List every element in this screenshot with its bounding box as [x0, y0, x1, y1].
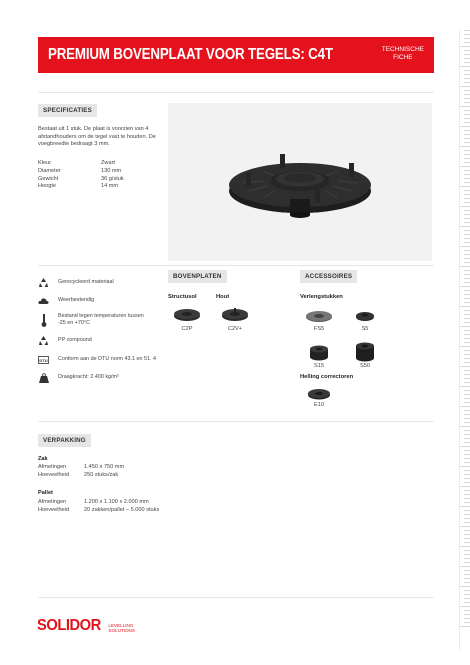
- divider: [38, 92, 434, 93]
- page-ruler: [460, 30, 470, 650]
- feature-item: [38, 313, 156, 327]
- divider: [38, 597, 434, 598]
- packaging-value: 1.450 x 750 mm: [84, 464, 125, 470]
- feature-text: Weerbestendig: [58, 297, 95, 303]
- feature-item: [38, 354, 156, 365]
- specs-row: [38, 183, 124, 191]
- product-thumb-e10: [304, 386, 334, 402]
- cloud-icon: [38, 295, 49, 306]
- product-thumb-s50: [350, 341, 380, 363]
- feature-item: [38, 277, 114, 288]
- section-heading-bovenplaten: BOVENPLATEN: [168, 270, 227, 283]
- brand-tagline-line2: SOLUTIONS: [108, 628, 135, 633]
- feature-text: PP compound: [58, 337, 92, 343]
- specs-row: [38, 160, 124, 168]
- specs-table: [38, 160, 124, 191]
- specs-row: [38, 168, 124, 176]
- section-heading-specs: SPECIFICATIES: [38, 104, 97, 117]
- accessoires-subheading: Helling correctoren: [300, 374, 354, 380]
- product-label: S5: [361, 326, 369, 332]
- packaging-zak-title: Zak: [38, 456, 48, 462]
- product-label: S50: [360, 363, 370, 369]
- product-label: E10: [314, 402, 324, 408]
- recycle-icon: [38, 277, 49, 288]
- product-label: C2P: [181, 326, 193, 332]
- doc-type-line2: FICHE: [393, 54, 413, 61]
- specs-key: Hoogte: [38, 183, 57, 190]
- product-thumb-fs5: [304, 308, 334, 324]
- divider: [38, 421, 434, 422]
- product-image: [168, 103, 432, 261]
- specs-value: Zwart: [101, 160, 115, 166]
- feature-text: Bestand tegen temperaturen tussen -25 en +70°C: [58, 313, 144, 326]
- packaging-key: Hoeveelheid: [38, 507, 70, 513]
- product-thumb-s15: [304, 343, 334, 363]
- specs-description: Bestaat uit 1 stuk. De plaat is voorzien van 4 afstandhouders om de tegel vast te houden. De voegbreedte bedraagt 3 mm.: [38, 126, 156, 148]
- doc-type-line1: TECHNISCHE: [381, 46, 424, 53]
- specs-key: Kleur: [38, 160, 52, 166]
- dtu-icon: [38, 354, 49, 365]
- packaging-value: 250 stuks/zak: [84, 472, 119, 478]
- product-thumb-c2p: [172, 305, 202, 325]
- product-label: FS5: [313, 326, 325, 332]
- page-title: PREMIUM BOVENPLAAT VOOR TEGELS: C4T: [48, 46, 333, 63]
- bovenplaten-col-hout: Hout: [216, 294, 230, 300]
- brand-tagline: [108, 623, 135, 633]
- svg-text:DTU: DTU: [39, 357, 48, 363]
- doc-type-label: [382, 46, 424, 62]
- feature-item: [38, 372, 119, 383]
- specs-key: Diameter: [38, 167, 61, 174]
- packaging-key: Afmetingen: [38, 464, 67, 470]
- packaging-value: 1.200 x 1.100 x 2.000 mm: [84, 499, 149, 505]
- specs-key: Gewicht: [38, 175, 59, 182]
- feature-item: [38, 295, 94, 306]
- thermometer-icon: [38, 315, 49, 326]
- product-thumb-c2v: [220, 305, 250, 325]
- specs-value: 14 mm: [101, 183, 119, 190]
- section-heading-accessoires: ACCESSOIRES: [300, 270, 357, 283]
- accessoires-subheading: Verlengstukken: [300, 294, 343, 300]
- product-image-panel: [168, 103, 432, 261]
- packaging-key: Hoeveelheid: [38, 472, 70, 478]
- feature-text: Gerecycleerd materiaal: [58, 279, 114, 285]
- header-bar: [38, 37, 434, 73]
- packaging-key: Afmetingen: [38, 499, 67, 505]
- packaging-value: 20 zakken/pallet – 5.000 stuks: [84, 507, 160, 513]
- feature-item: [38, 335, 92, 346]
- packaging-pallet-title: Pallet: [38, 490, 53, 496]
- specs-value: 36 g/stuk: [101, 175, 124, 182]
- product-thumb-s5: [350, 308, 380, 324]
- bovenplaten-col-structusol: Structusol: [168, 294, 197, 300]
- specs-row: [38, 176, 124, 184]
- brand-tagline-line1: LEVELLING: [108, 623, 134, 628]
- pp-recycle-icon: [38, 335, 49, 346]
- weight-icon: [38, 372, 49, 383]
- feature-text: Conform aan de DTU norm 43.1 en 51. 4: [58, 356, 156, 362]
- brand-logo: [37, 617, 135, 635]
- product-label: S15: [314, 363, 324, 369]
- section-heading-verpakking: VERPAKKING: [38, 434, 91, 447]
- brand-wordmark: SOLIDOR: [37, 617, 101, 634]
- divider: [38, 265, 434, 266]
- feature-text: Draagkracht: 2.400 kg/m²: [58, 374, 119, 380]
- specs-value: 130 mm: [101, 167, 122, 174]
- product-label: C2V+: [227, 326, 243, 332]
